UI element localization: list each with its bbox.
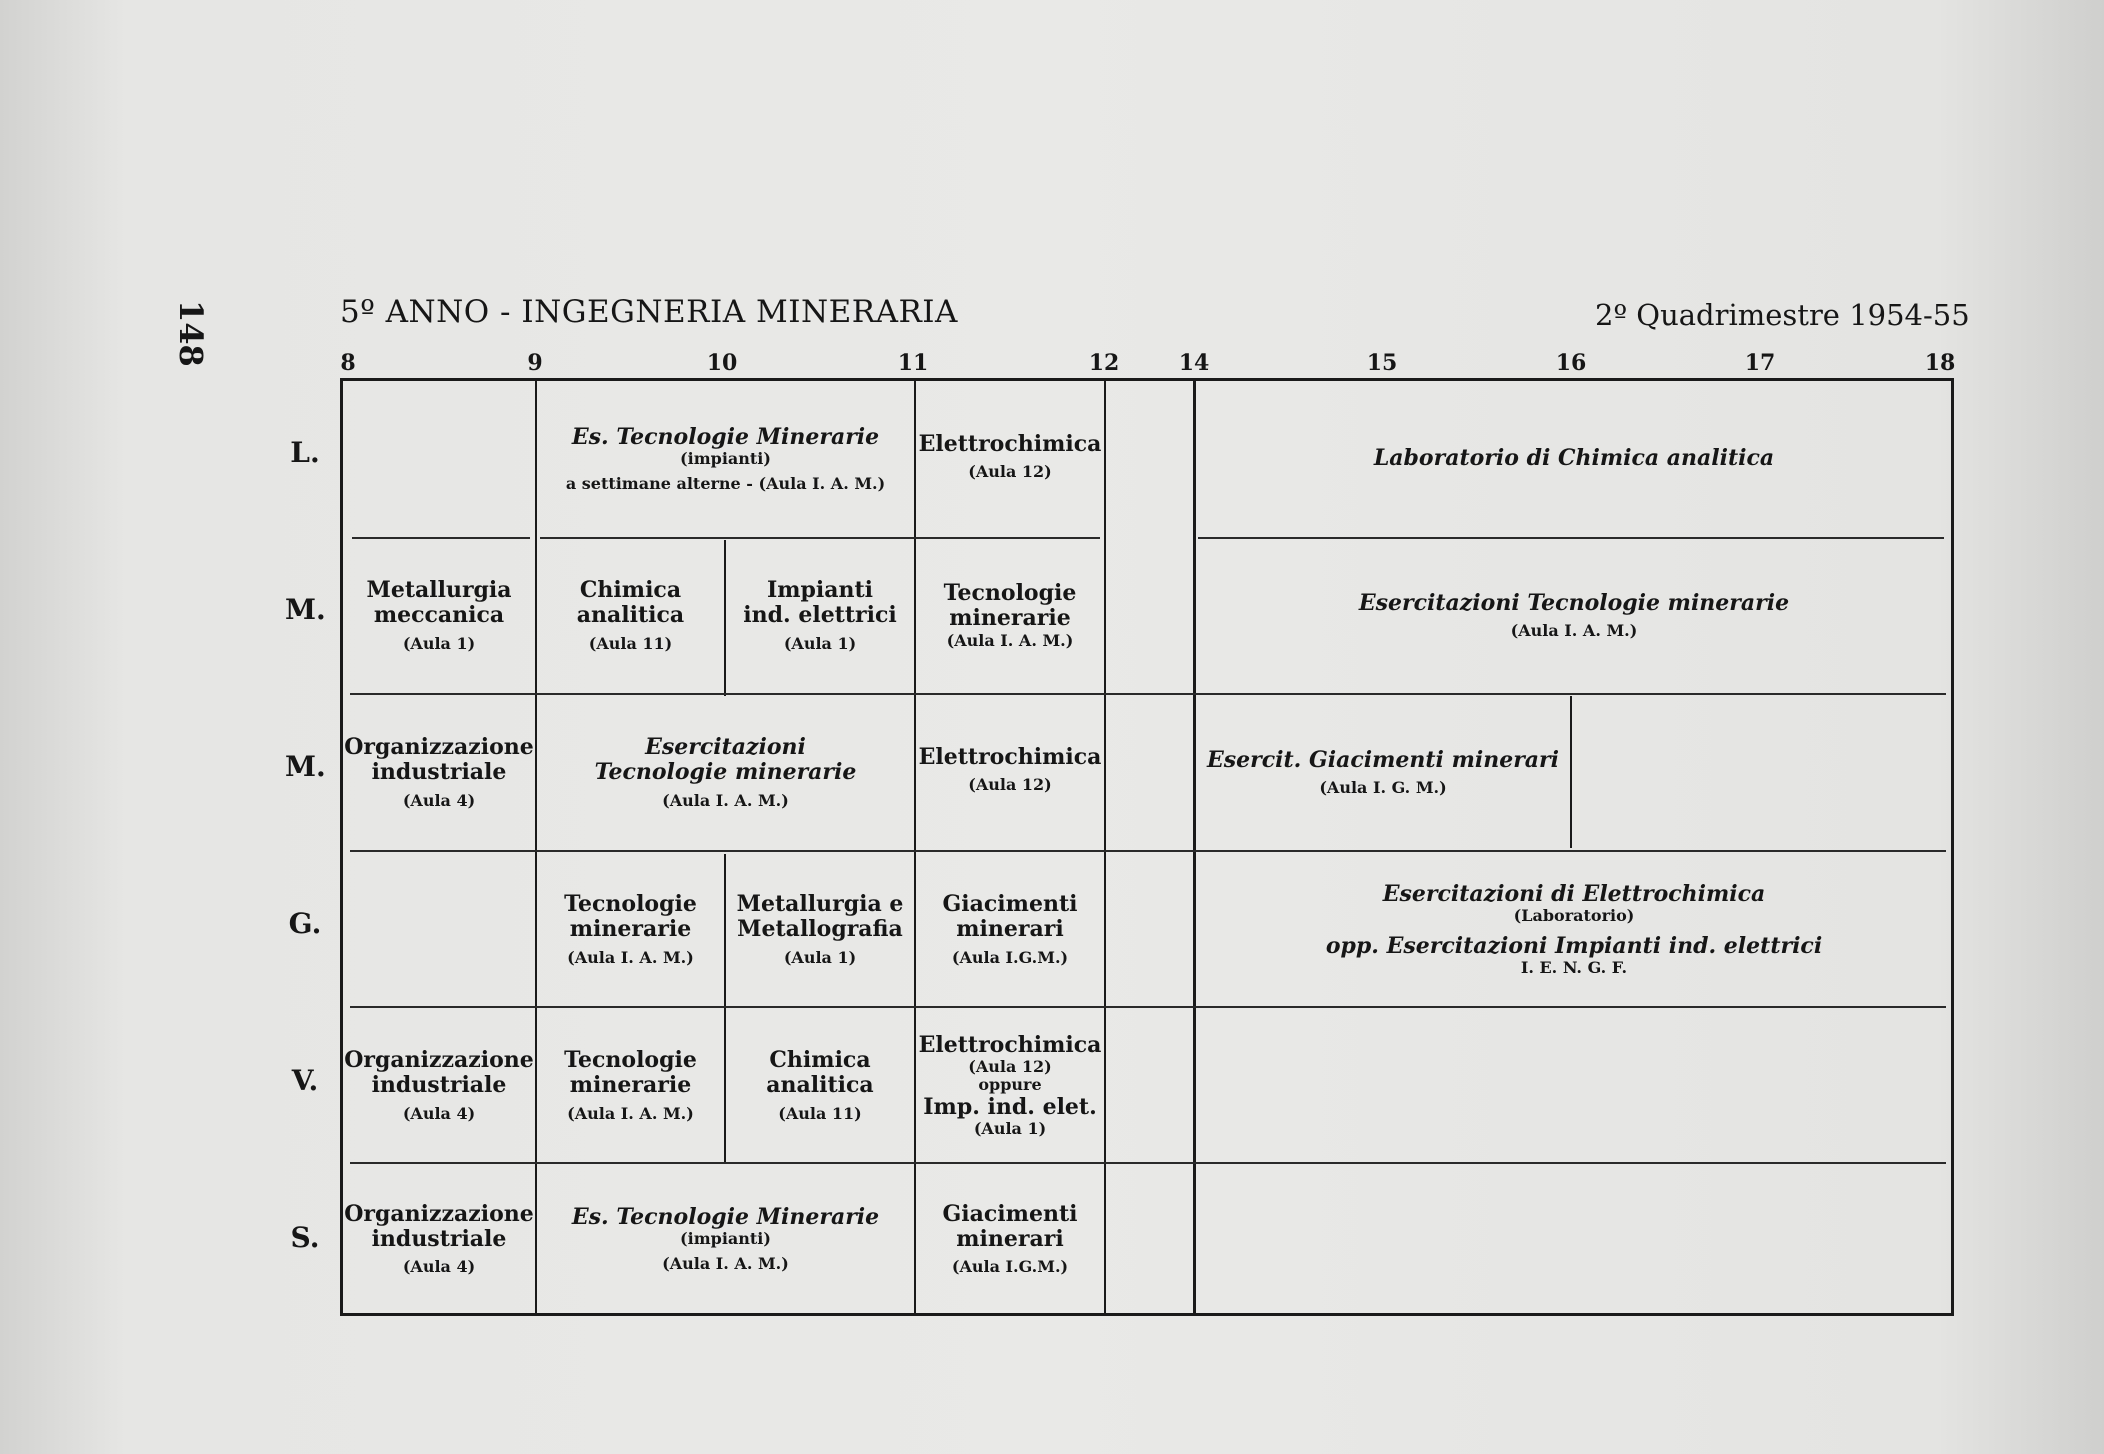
- course-title: Imp. ind. elet.: [923, 1093, 1097, 1120]
- hour-label: 16: [1555, 350, 1587, 376]
- room-label: (Aula 4): [402, 1103, 476, 1123]
- slot-wednesday-afternoon: [1196, 695, 1570, 850]
- course-title: Elettrochimica: [918, 431, 1102, 458]
- hour-label: 17: [1744, 350, 1776, 376]
- slot-saturday-8-9: [343, 1164, 535, 1314]
- course-title: minerari: [956, 916, 1064, 943]
- hour-label: 10: [706, 350, 738, 376]
- room-label: (Aula 1): [783, 633, 857, 653]
- slot-thursday-afternoon: [1196, 852, 1952, 1007]
- room-label: (Aula 11): [778, 1103, 862, 1123]
- day-label-saturday: S.: [290, 1221, 320, 1254]
- course-title: Esercit. Giacimenti minerari: [1207, 746, 1559, 773]
- course-title: Chimica: [769, 1047, 871, 1073]
- course-title: Metallografia: [737, 916, 903, 943]
- room-label: (Aula I. G. M.): [1319, 777, 1447, 797]
- room-label: (Aula 12): [968, 462, 1052, 482]
- course-note: (Laboratorio): [1513, 906, 1635, 926]
- room-label: (Aula I.G.M.): [951, 947, 1069, 967]
- course-note: (impianti): [680, 1229, 771, 1249]
- alternative-note: oppure: [978, 1075, 1042, 1095]
- slot-friday-10-11: [726, 1008, 914, 1163]
- course-title: minerari: [956, 1225, 1064, 1252]
- hour-label: 15: [1366, 350, 1398, 376]
- day-label-monday: L.: [290, 436, 320, 469]
- room-label: (Aula I. A. M.): [567, 947, 694, 967]
- hour-label: 18: [1924, 350, 1956, 376]
- room-label: (Aula 4): [402, 790, 476, 810]
- day-label-friday: V.: [291, 1064, 319, 1097]
- day-label-thursday: G.: [288, 907, 322, 940]
- term-label: 2º Quadrimestre 1954-55: [1595, 298, 1970, 332]
- room-label: (Aula 1): [783, 947, 857, 967]
- slot-friday-11-12: [916, 1008, 1104, 1163]
- room-label: (Aula I.G.M.): [951, 1257, 1069, 1277]
- slot-wednesday-9-11: [537, 695, 914, 850]
- course-title: Esercitazioni di Elettrochimica: [1382, 880, 1766, 907]
- slot-thursday-10-11: [726, 852, 914, 1007]
- course-title: opp. Esercitazioni Impianti ind. elettrici: [1325, 932, 1823, 959]
- course-title: industriale: [371, 1072, 507, 1099]
- course-title: minerarie: [949, 605, 1071, 632]
- page-title: 5º ANNO - INGEGNERIA MINERARIA: [340, 294, 958, 330]
- course-title: analitica: [766, 1072, 874, 1099]
- room-label: (Aula I. A. M.): [567, 1103, 694, 1123]
- course-title: Tecnologie minerarie: [594, 759, 857, 786]
- slot-thursday-9-10: [537, 852, 724, 1007]
- course-title: meccanica: [373, 602, 505, 629]
- room-label: (Aula I. A. M.): [662, 790, 789, 810]
- room-label: a settimane alterne - (Aula I. A. M.): [565, 473, 886, 493]
- room-label: (Aula 4): [402, 1257, 476, 1277]
- grid-line: [1104, 380, 1106, 1314]
- course-title: Metallurgia: [366, 577, 512, 603]
- hour-label: 11: [897, 350, 929, 376]
- course-title: Elettrochimica: [918, 1031, 1102, 1058]
- room-label: (Aula 12): [968, 1056, 1052, 1076]
- grid-line: [1570, 696, 1572, 848]
- course-title: Giacimenti: [942, 891, 1078, 917]
- course-title: Esercitazioni: [645, 734, 806, 760]
- hour-label: 9: [527, 350, 543, 376]
- course-title: Tecnologie: [943, 580, 1077, 606]
- course-title: Organizzazione: [344, 1047, 534, 1073]
- slot-tuesday-11-12: [916, 538, 1104, 693]
- course-note: (impianti): [680, 449, 771, 469]
- hour-label: 12: [1088, 350, 1120, 376]
- course-title: minerarie: [569, 916, 692, 943]
- course-title: analitica: [576, 602, 685, 629]
- slot-saturday-11-12: [916, 1164, 1104, 1314]
- slot-friday-8-9: [343, 1008, 535, 1163]
- course-title: Es. Tecnologie Minerarie: [571, 1203, 880, 1230]
- course-title: Metallurgia e: [736, 891, 904, 917]
- slot-monday-11-12: [916, 382, 1104, 532]
- room-label: I. E. N. G. F.: [1520, 957, 1628, 977]
- slot-tuesday-afternoon: [1196, 538, 1952, 693]
- course-title: industriale: [371, 1225, 507, 1252]
- course-title: minerarie: [569, 1072, 692, 1099]
- day-label-wednesday: M.: [285, 750, 326, 783]
- page-number: 148: [172, 300, 210, 367]
- course-title: Organizzazione: [344, 1200, 534, 1227]
- course-title: Elettrochimica: [918, 744, 1102, 771]
- slot-saturday-9-11: [537, 1164, 914, 1314]
- course-title: Giacimenti: [942, 1200, 1078, 1227]
- course-title: Chimica: [579, 577, 682, 603]
- room-label: (Aula 11): [588, 633, 673, 653]
- course-title: Laboratorio di Chimica analitica: [1373, 445, 1775, 472]
- course-title: Es. Tecnologie Minerarie: [571, 423, 880, 450]
- slot-wednesday-8-9: [343, 695, 535, 850]
- slot-wednesday-11-12: [916, 695, 1104, 845]
- slot-thursday-11-12: [916, 852, 1104, 1007]
- course-title: Organizzazione: [344, 734, 534, 760]
- day-label-tuesday: M.: [285, 593, 326, 626]
- room-label: (Aula I. A. M.): [946, 630, 1074, 650]
- course-title: industriale: [371, 759, 507, 786]
- course-title: Tecnologie: [564, 891, 697, 917]
- slot-tuesday-9-10: [537, 538, 724, 693]
- room-label: (Aula 12): [968, 775, 1052, 795]
- room-label: (Aula I. A. M.): [1510, 620, 1638, 640]
- room-label: (Aula 1): [973, 1118, 1047, 1138]
- slot-tuesday-10-11: [726, 538, 914, 693]
- room-label: (Aula I. A. M.): [662, 1253, 789, 1273]
- slot-tuesday-8-9: [343, 538, 535, 693]
- room-label: (Aula 1): [402, 633, 476, 653]
- course-title: ind. elettrici: [743, 602, 897, 629]
- course-title: Tecnologie: [564, 1047, 697, 1073]
- hour-label: 14: [1178, 350, 1210, 376]
- course-title: Esercitazioni Tecnologie minerarie: [1358, 589, 1790, 616]
- course-title: Impianti: [766, 577, 874, 603]
- slot-friday-9-10: [537, 1008, 724, 1163]
- slot-monday-9-11: [537, 382, 914, 536]
- slot-monday-afternoon: [1196, 382, 1952, 536]
- hour-label: 8: [340, 350, 356, 376]
